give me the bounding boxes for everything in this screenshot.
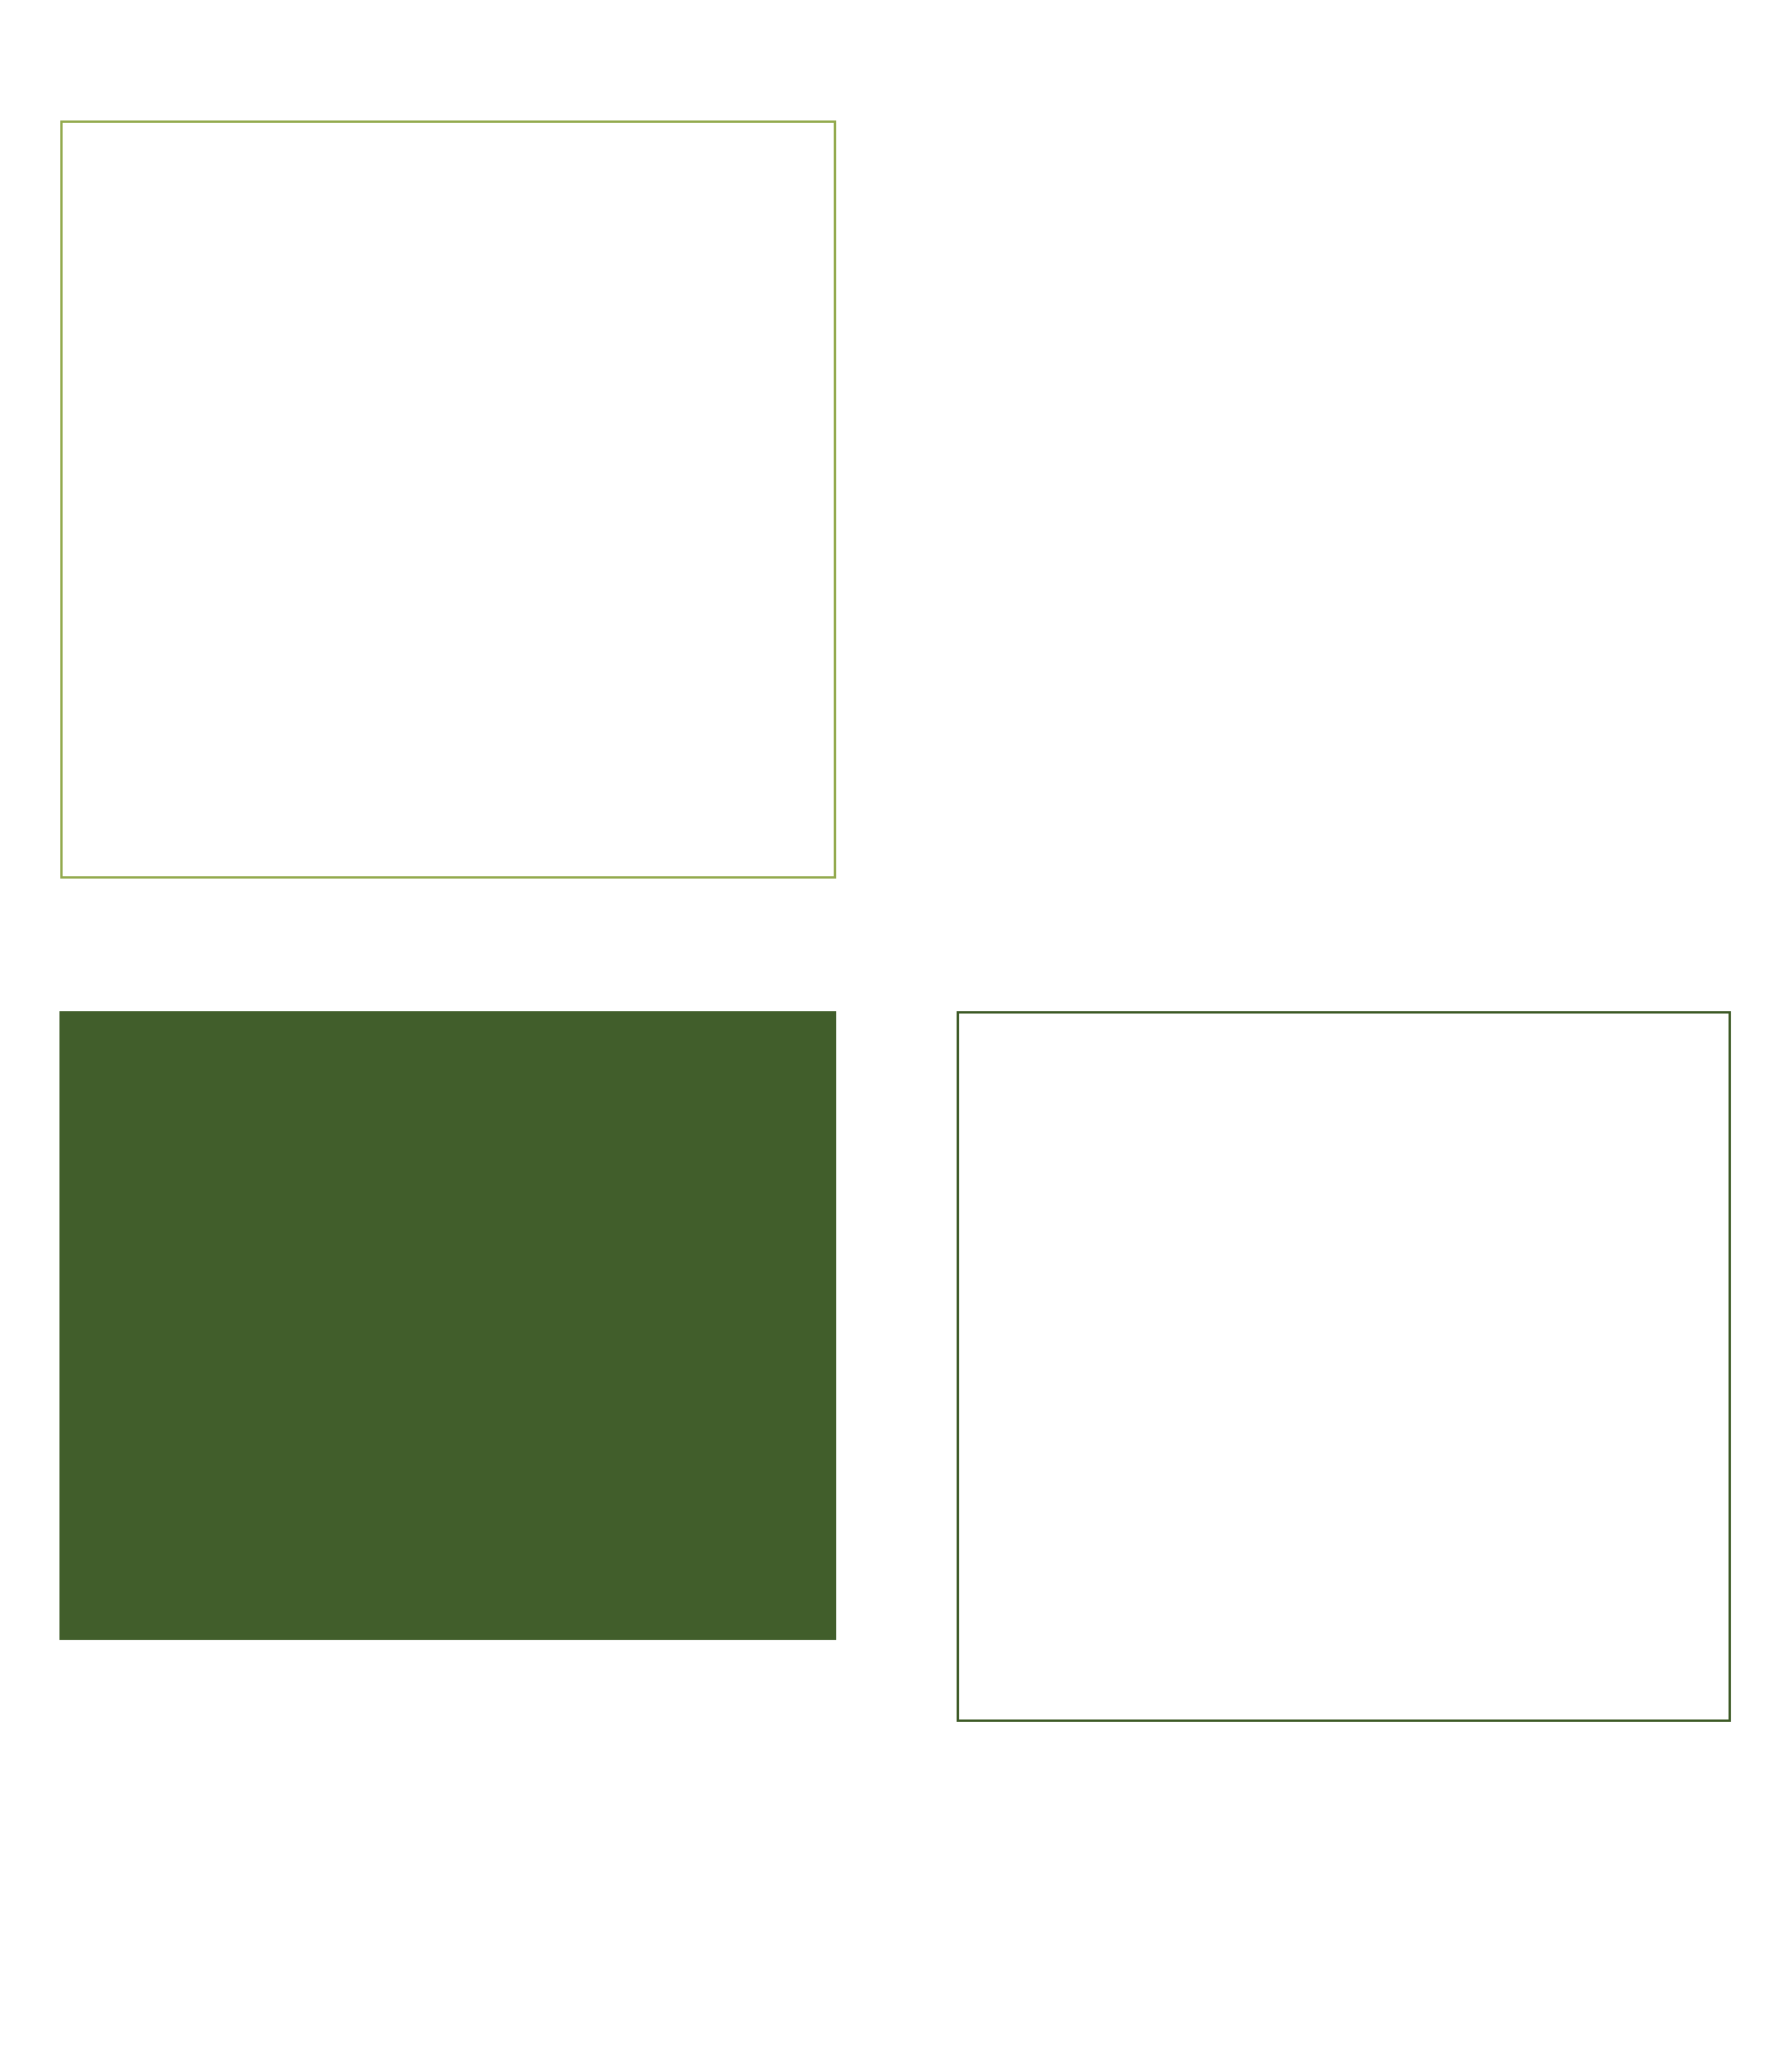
alcools-section: [956, 361, 1735, 972]
irish-section: [59, 1011, 836, 1640]
digestifs-section: [957, 1011, 1731, 1722]
hanging-flowers-illustration: [892, 0, 1792, 386]
grass-illustration: [64, 924, 819, 1012]
boissons-chaudes-section: [60, 120, 836, 879]
wildflowers-illustration: [0, 1670, 1792, 2056]
